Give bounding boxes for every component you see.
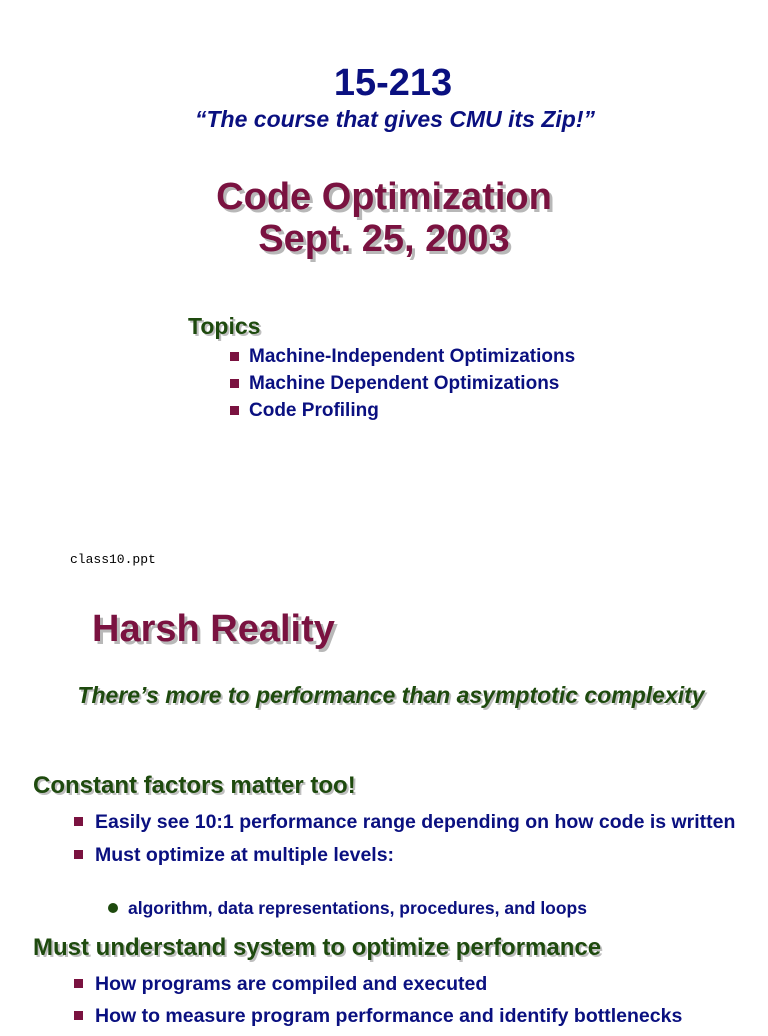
square-bullet-icon bbox=[74, 979, 83, 988]
slide-filename: class10.ppt bbox=[70, 552, 156, 567]
square-bullet-icon bbox=[74, 817, 83, 826]
section-heading-understand-system: Must understand system to optimize performance bbox=[33, 934, 602, 961]
list-item: Easily see 10:1 performance range depending on how code is written bbox=[74, 810, 754, 835]
square-bullet-icon bbox=[74, 850, 83, 859]
list-item: How to measure program performance and identify bottlenecks bbox=[74, 1004, 764, 1029]
list-item: Must optimize at multiple levels: bbox=[74, 843, 754, 868]
square-bullet-icon bbox=[230, 406, 239, 415]
list-item: algorithm, data representations, procedures, and loops bbox=[108, 896, 587, 920]
list-item: How programs are compiled and executed bbox=[74, 972, 764, 997]
constant-factors-list bbox=[74, 810, 754, 876]
slide-title-line2: Sept. 25, 2003 bbox=[258, 218, 510, 260]
square-bullet-icon bbox=[230, 352, 239, 361]
understand-system-list bbox=[74, 972, 764, 1036]
topics-list bbox=[230, 346, 575, 427]
section-heading-constant-factors: Constant factors matter too! bbox=[33, 772, 356, 799]
course-number: 15-213 bbox=[333, 62, 453, 104]
list-item: Machine Dependent Optimizations bbox=[230, 373, 575, 400]
topics-heading: Topics bbox=[188, 313, 261, 339]
slide2-subtitle: There’s more to performance than asymptotic complexity bbox=[77, 682, 705, 708]
course-tagline: “The course that gives CMU its Zip!” bbox=[195, 106, 595, 132]
optimization-levels-sublist bbox=[108, 896, 587, 920]
list-item: Code Profiling bbox=[230, 400, 575, 427]
round-bullet-icon bbox=[108, 903, 118, 913]
slide-title-line1: Code Optimization bbox=[216, 176, 552, 218]
square-bullet-icon bbox=[74, 1011, 83, 1020]
list-item: Machine-Independent Optimizations bbox=[230, 346, 575, 373]
slide2-title: Harsh Reality bbox=[92, 608, 335, 650]
square-bullet-icon bbox=[230, 379, 239, 388]
